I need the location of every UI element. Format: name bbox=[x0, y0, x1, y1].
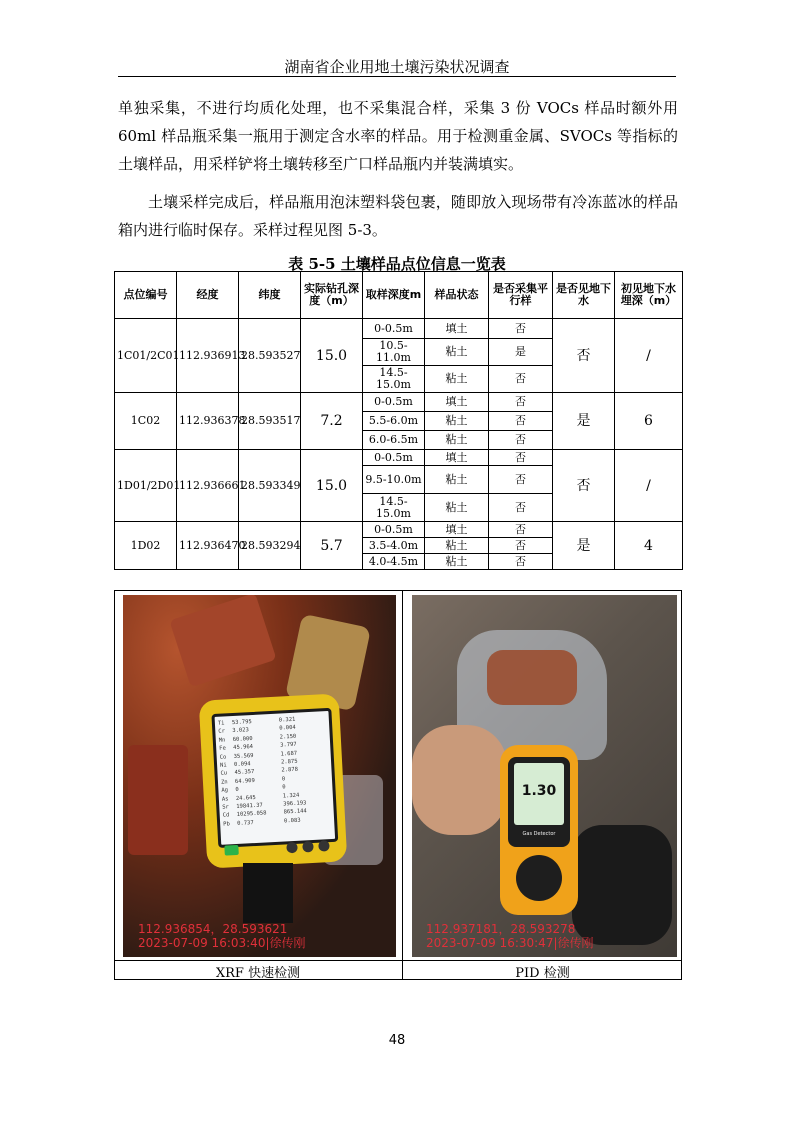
xrf-reading-cell: 0 bbox=[235, 787, 239, 794]
xrf-reading-cell: 19841.37 bbox=[236, 802, 263, 811]
pid-photo bbox=[412, 595, 677, 957]
cell-sample-state: 粘土 bbox=[425, 339, 489, 366]
xrf-reading-cell: Mn bbox=[218, 737, 226, 744]
xrf-reading-cell: 396.193 bbox=[283, 800, 307, 808]
header-groundwater-depth: 初见地下水埋深（m） bbox=[615, 272, 683, 319]
xrf-reading-cell: 60.000 bbox=[232, 735, 253, 743]
xrf-reading-cell: 0.083 bbox=[283, 817, 301, 825]
xrf-reading-cell: Cd bbox=[222, 812, 230, 820]
cell-sample-depth: 9.5-10.0m bbox=[363, 466, 425, 494]
cell-longitude: 112.936661 bbox=[177, 450, 239, 522]
cell-drill-depth: 5.7 bbox=[301, 522, 363, 570]
xrf-reading-cell: 2.875 bbox=[280, 758, 298, 766]
cell-drill-depth: 15.0 bbox=[301, 450, 363, 522]
running-header: 湖南省企业用地土壤污染状况调查 bbox=[284, 58, 510, 76]
xrf-reading-cell: 35.569 bbox=[233, 752, 254, 760]
cell-sample-state: 粘土 bbox=[425, 412, 489, 431]
xrf-round-button bbox=[318, 840, 330, 852]
xrf-reading-cell: 1.324 bbox=[282, 792, 300, 800]
cell-groundwater-depth: / bbox=[615, 450, 683, 522]
table-row bbox=[115, 319, 683, 339]
cell-longitude: 112.936378 bbox=[177, 393, 239, 450]
xrf-device bbox=[199, 693, 348, 868]
cell-sample-depth: 3.5-4.0m bbox=[363, 538, 425, 554]
xrf-reading-cell: Pb bbox=[223, 821, 230, 828]
brick-fragment bbox=[128, 745, 188, 855]
shoe bbox=[572, 825, 672, 945]
cell-sample-depth: 14.5-15.0m bbox=[363, 366, 425, 393]
cell-sample-depth: 0-0.5m bbox=[363, 319, 425, 339]
xrf-reading-cell: Ni bbox=[219, 762, 227, 769]
photo-stamp-time: 2023-07-09 16:03:40|徐传刚 bbox=[138, 936, 306, 950]
cell-latitude: 28.593517 bbox=[239, 393, 301, 450]
table-row bbox=[115, 450, 683, 466]
soil-sample bbox=[487, 650, 577, 705]
header-drill-depth: 实际钻孔深度（m） bbox=[301, 272, 363, 319]
xrf-reading-cell: 1.687 bbox=[280, 750, 298, 758]
xrf-reading-cell: 0 bbox=[281, 776, 286, 783]
cell-groundwater: 否 bbox=[553, 319, 615, 393]
xrf-reading-cell: 3.023 bbox=[232, 727, 250, 735]
xrf-round-button bbox=[302, 841, 314, 853]
xrf-reading-cell: 64.909 bbox=[234, 777, 255, 785]
cell-sample-state: 填土 bbox=[425, 450, 489, 466]
xrf-reading-cell: Sr bbox=[222, 804, 230, 811]
cell-latitude: 28.593294 bbox=[239, 522, 301, 570]
cell-groundwater-depth: 6 bbox=[615, 393, 683, 450]
cell-groundwater-depth: / bbox=[615, 319, 683, 393]
xrf-reading-cell: 0.094 bbox=[233, 761, 251, 769]
cell-sample-depth: 0-0.5m bbox=[363, 393, 425, 412]
xrf-green-button bbox=[224, 845, 239, 856]
cell-parallel: 否 bbox=[489, 393, 553, 412]
brick-fragment bbox=[169, 595, 276, 687]
cell-longitude: 112.936913 bbox=[177, 319, 239, 393]
pid-reading: 1.30 bbox=[521, 783, 557, 799]
xrf-reading-cell: 45.964 bbox=[233, 744, 254, 752]
xrf-round-button bbox=[286, 842, 298, 854]
photo-stamp-time: 2023-07-09 16:30:47|徐传刚 bbox=[426, 936, 594, 950]
header-parallel: 是否采集平行样 bbox=[489, 272, 553, 319]
cell-drill-depth: 7.2 bbox=[301, 393, 363, 450]
hand bbox=[412, 725, 507, 835]
cell-parallel: 否 bbox=[489, 431, 553, 450]
pid-bezel bbox=[508, 757, 570, 847]
cell-sample-state: 填土 bbox=[425, 319, 489, 339]
cell-sample-depth: 6.0-6.5m bbox=[363, 431, 425, 450]
xrf-reading-cell: 24.645 bbox=[235, 794, 256, 802]
cell-parallel: 否 bbox=[489, 522, 553, 538]
cell-sample-state: 粘土 bbox=[425, 431, 489, 450]
xrf-reading-cell: 2.878 bbox=[281, 767, 299, 774]
cell-sample-state: 粘土 bbox=[425, 366, 489, 393]
photo-stamp-coordinates: 112.937181，28.593278 bbox=[426, 922, 576, 936]
cell-sample-depth: 0-0.5m bbox=[363, 450, 425, 466]
xrf-reading-cell: 10295.058 bbox=[236, 810, 267, 819]
xrf-reading-cell: 53.795 bbox=[231, 719, 252, 727]
xrf-reading-cell: Cu bbox=[220, 770, 228, 778]
cell-sample-state: 粘土 bbox=[425, 554, 489, 570]
xrf-reading-cell: 865.144 bbox=[283, 808, 307, 816]
header-longitude: 经度 bbox=[177, 272, 239, 319]
cell-latitude: 28.593527 bbox=[239, 319, 301, 393]
header-sample-state: 样品状态 bbox=[425, 272, 489, 319]
header-sample-depth: 取样深度m bbox=[363, 272, 425, 319]
cell-sample-state: 粘土 bbox=[425, 538, 489, 554]
xrf-reading-cell: Ag bbox=[221, 787, 229, 794]
xrf-reading-cell: Zn bbox=[220, 779, 228, 786]
photo-caption-pid: PID 检测 bbox=[515, 966, 570, 981]
cell-point-id: 1C01/2C01 bbox=[115, 319, 177, 393]
cell-point-id: 1D01/2D01 bbox=[115, 450, 177, 522]
cell-sample-depth: 0-0.5m bbox=[363, 522, 425, 538]
cell-sample-state: 填土 bbox=[425, 393, 489, 412]
photo-stamp-coordinates: 112.936854，28.593621 bbox=[138, 922, 288, 936]
xrf-reading-cell: 0.004 bbox=[279, 725, 296, 733]
photo-caption-xrf: XRF 快速检测 bbox=[215, 966, 301, 981]
sample-table bbox=[114, 271, 683, 570]
body-paragraph-1: 单独采集，不进行均质化处理，也不采集混合样，采集 3 份 VOCs 样品时额外用 60ml 样品瓶采集一瓶用于测定含水率的样品。用于检测重金属、SVOCs 等指标的土壤样品，用采样铲将土壤转移至广口样品瓶内并装满填实。 bbox=[118, 99, 678, 173]
body-paragraph-2: 土壤采样完成后，样品瓶用泡沫塑料袋包裹，随即放入现场带有冷冻蓝冰的样品箱内进行临时保存。采样过程见图 5-3。 bbox=[118, 193, 678, 239]
table-header-row bbox=[115, 272, 683, 319]
xrf-photo bbox=[123, 595, 396, 957]
xrf-reading-cell: 2.150 bbox=[279, 733, 297, 741]
xrf-reading-cell: Co bbox=[219, 754, 227, 761]
xrf-reading-cell: Fe bbox=[219, 745, 227, 752]
cell-parallel: 否 bbox=[489, 538, 553, 554]
cell-sample-depth: 4.0-4.5m bbox=[363, 554, 425, 570]
cell-parallel: 否 bbox=[489, 554, 553, 570]
cell-sample-depth: 14.5-15.0m bbox=[363, 494, 425, 522]
cell-parallel: 是 bbox=[489, 339, 553, 366]
cell-sample-state: 填土 bbox=[425, 522, 489, 538]
xrf-reading-cell: 3.797 bbox=[280, 741, 297, 749]
pid-device bbox=[500, 745, 578, 915]
cell-parallel: 否 bbox=[489, 366, 553, 393]
cell-point-id: 1D02 bbox=[115, 522, 177, 570]
cell-groundwater: 是 bbox=[553, 393, 615, 450]
cell-parallel: 否 bbox=[489, 319, 553, 339]
header-rule bbox=[118, 76, 676, 77]
cell-sample-depth: 10.5-11.0m bbox=[363, 339, 425, 366]
cell-groundwater: 是 bbox=[553, 522, 615, 570]
cell-latitude: 28.593349 bbox=[239, 450, 301, 522]
cell-groundwater-depth: 4 bbox=[615, 522, 683, 570]
pid-brand: Gas Detector bbox=[522, 831, 556, 837]
xrf-handle bbox=[243, 863, 293, 923]
xrf-reading-cell: As bbox=[221, 796, 229, 803]
xrf-reading-cell: Ti bbox=[217, 720, 225, 727]
page-number: 48 bbox=[388, 1033, 406, 1048]
cell-parallel: 否 bbox=[489, 494, 553, 522]
table-row bbox=[115, 393, 683, 412]
cell-parallel: 否 bbox=[489, 450, 553, 466]
header-latitude: 纬度 bbox=[239, 272, 301, 319]
pid-keypad bbox=[516, 855, 562, 901]
xrf-reading-cell: 0 bbox=[282, 784, 286, 791]
cell-groundwater: 否 bbox=[553, 450, 615, 522]
xrf-screen bbox=[211, 708, 338, 848]
cell-sample-state: 粘土 bbox=[425, 466, 489, 494]
xrf-reading-cell: 45.357 bbox=[234, 769, 255, 777]
cell-point-id: 1C02 bbox=[115, 393, 177, 450]
table-caption: 表 5-5 土壤样品点位信息一览表 bbox=[288, 255, 506, 273]
xrf-reading-cell: 0.737 bbox=[237, 819, 254, 827]
table-row bbox=[115, 522, 683, 538]
cell-longitude: 112.936470 bbox=[177, 522, 239, 570]
header-point-id: 点位编号 bbox=[115, 272, 177, 319]
cell-sample-depth: 5.5-6.0m bbox=[363, 412, 425, 431]
header-groundwater: 是否见地下水 bbox=[553, 272, 615, 319]
pid-screen bbox=[514, 763, 564, 825]
cell-parallel: 否 bbox=[489, 412, 553, 431]
xrf-readings bbox=[215, 711, 335, 832]
photo-caption-rule bbox=[114, 960, 682, 961]
cell-drill-depth: 15.0 bbox=[301, 319, 363, 393]
cell-sample-state: 粘土 bbox=[425, 494, 489, 522]
xrf-reading-cell: 0.321 bbox=[278, 716, 296, 724]
photo-divider bbox=[402, 590, 403, 980]
cell-parallel: 否 bbox=[489, 466, 553, 494]
xrf-reading-cell: Cr bbox=[218, 728, 226, 736]
